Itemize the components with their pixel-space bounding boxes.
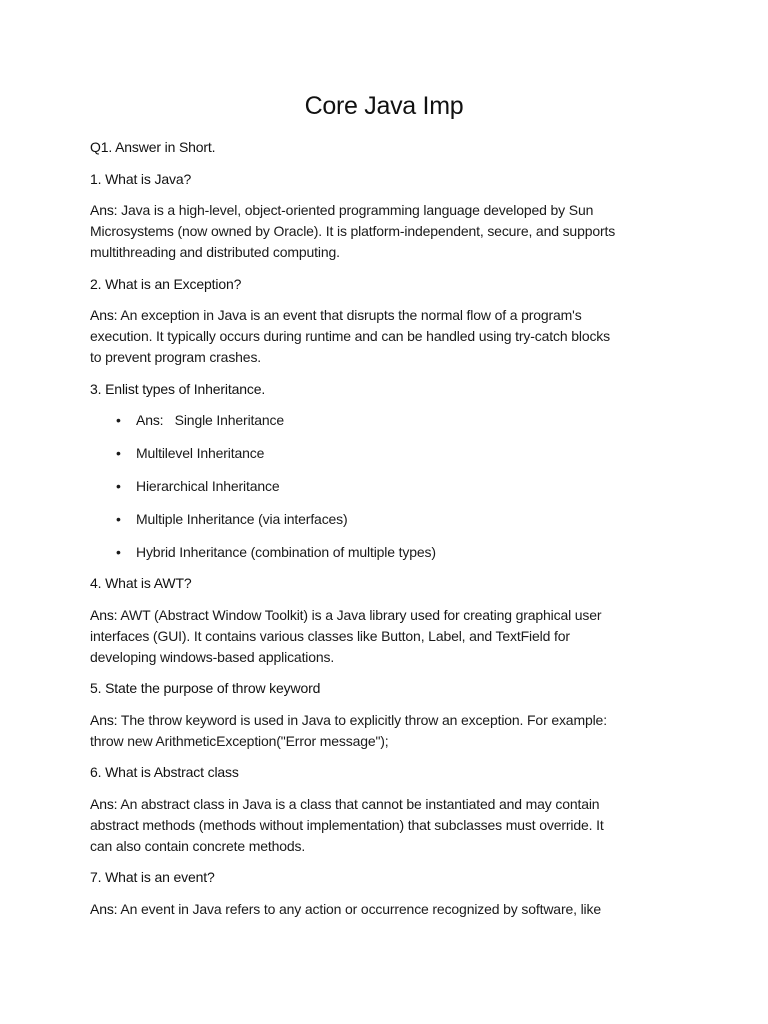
bullet-icon: •	[116, 445, 121, 461]
answer-text: abstract methods (methods without implementation) that subclasses must override. It	[90, 816, 604, 833]
answer-text: An event in Java refers to any action or occurrence recognized by software, like	[120, 900, 601, 917]
list-item-text: Multiple Inheritance (via interfaces)	[136, 511, 348, 527]
answer-line	[90, 200, 710, 221]
inheritance-list	[90, 410, 710, 563]
answer-line	[90, 221, 710, 242]
answer-text: An abstract class in Java is a class that cannot be instantiated and may contain	[120, 795, 600, 812]
bullet-icon: •	[116, 511, 121, 527]
answer-text: AWT (Abstract Window Toolkit) is a Java library used for creating graphical user	[120, 606, 602, 623]
bullet-icon: •	[116, 478, 121, 494]
answer-label: Ans:	[90, 900, 118, 917]
answer-label: Ans:	[90, 606, 118, 623]
answer-label: Ans:	[90, 202, 118, 218]
question-heading: 5. State the purpose of throw keyword	[90, 680, 321, 696]
answer-text: to prevent program crashes.	[90, 349, 262, 365]
list-item	[90, 443, 710, 464]
answer-line	[90, 899, 710, 920]
answer-line	[90, 836, 710, 857]
bullet-icon: •	[116, 412, 121, 428]
answer-text: throw new ArithmeticException("Error message");	[90, 732, 389, 749]
list-item-text: Hybrid Inheritance (combination of multiple types)	[136, 544, 436, 560]
answer-line	[90, 731, 710, 752]
answer-label: Ans:	[90, 795, 118, 812]
answer-line	[90, 647, 710, 668]
answer-paragraph	[90, 605, 710, 668]
question-heading: 4. What is AWT?	[90, 575, 192, 591]
answer-paragraph	[90, 305, 710, 368]
answer-line	[90, 347, 710, 368]
list-item	[90, 542, 710, 563]
answer-line	[90, 794, 710, 815]
question-heading: 6. What is Abstract class	[90, 764, 239, 780]
answer-text: The throw keyword is used in Java to explicitly throw an exception. For example:	[120, 711, 607, 728]
bullet-icon: •	[116, 544, 121, 560]
answer-paragraph	[90, 200, 710, 263]
answer-label: Ans:	[90, 711, 118, 728]
answer-line	[90, 605, 710, 626]
list-item	[90, 410, 710, 431]
answer-label: Ans:	[136, 412, 164, 428]
list-item	[90, 476, 710, 497]
question-heading: 7. What is an event?	[90, 869, 215, 885]
answer-line	[90, 710, 710, 731]
document-body	[90, 137, 710, 930]
question-heading: 2. What is an Exception?	[90, 275, 242, 292]
answer-line	[90, 626, 710, 647]
question-heading: 1. What is Java?	[90, 170, 192, 187]
list-item	[90, 509, 710, 530]
answer-text: Microsystems (now owned by Oracle). It is platform-independent, secure, and supports	[90, 223, 616, 239]
answer-text: interfaces (GUI). It contains various classes like Button, Label, and TextField for	[90, 627, 570, 644]
answer-text: An exception in Java is an event that disrupts the normal flow of a program's	[120, 307, 582, 323]
list-item-text: Multilevel Inheritance	[136, 445, 265, 461]
answer-text: developing windows-based applications.	[90, 648, 335, 665]
section-heading: Q1. Answer in Short.	[90, 139, 216, 155]
answer-text: Java is a high-level, object-oriented programming language developed by Sun	[121, 202, 594, 218]
answer-text: can also contain concrete methods.	[90, 837, 306, 854]
answer-line	[90, 242, 710, 263]
answer-label: Ans:	[90, 307, 118, 323]
answer-line	[90, 305, 710, 326]
answer-text: execution. It typically occurs during runtime and can be handled using try-catch blocks	[90, 328, 611, 344]
answer-paragraph	[90, 794, 710, 857]
answer-line	[90, 815, 710, 836]
list-item-text: Single Inheritance	[174, 412, 285, 428]
answer-paragraph	[90, 899, 710, 920]
question-heading: 3. Enlist types of Inheritance.	[90, 380, 266, 397]
document-title: Core Java Imp	[304, 92, 464, 120]
answer-text: multithreading and distributed computing.	[90, 244, 340, 260]
answer-paragraph	[90, 710, 710, 752]
answer-line	[90, 326, 710, 347]
list-item-text: Hierarchical Inheritance	[136, 478, 280, 494]
